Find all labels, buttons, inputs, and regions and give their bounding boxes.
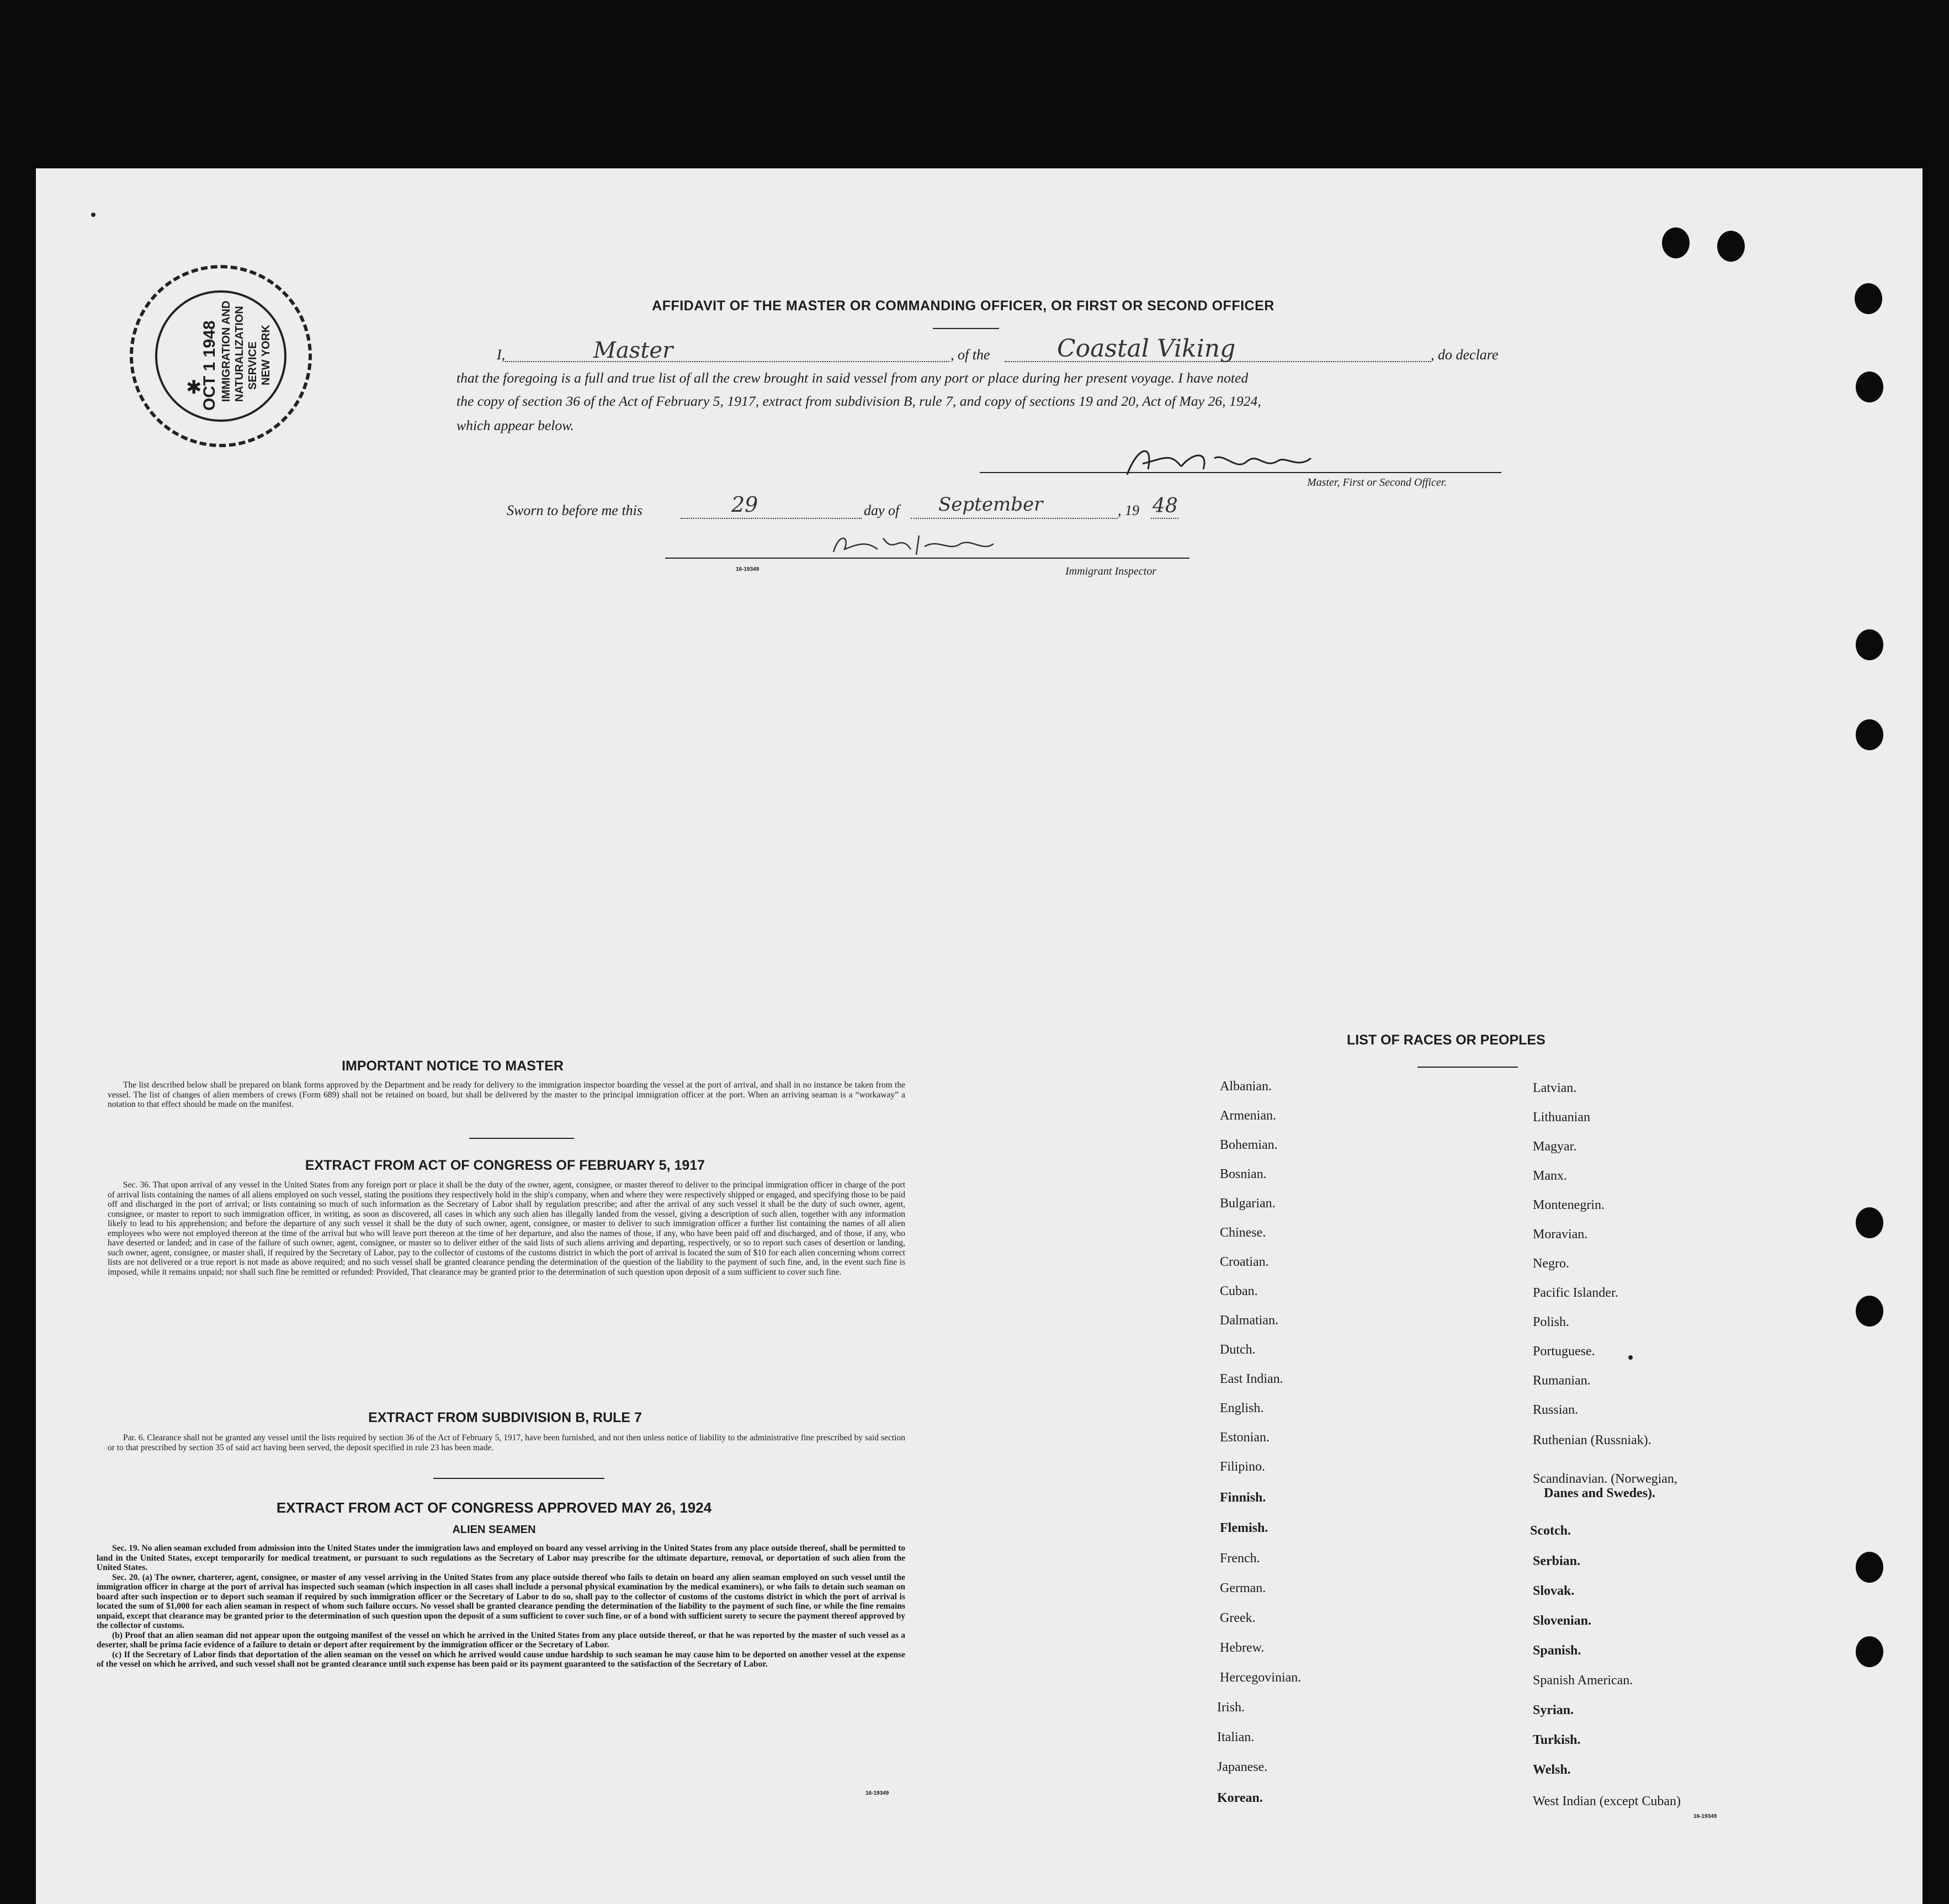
- race-right: Magyar.: [1533, 1139, 1577, 1154]
- signature-line: [980, 472, 1501, 473]
- race-right: Spanish American.: [1533, 1673, 1633, 1688]
- notice-form-number: 16-19349: [865, 1790, 889, 1796]
- race-left: Albanian.: [1220, 1079, 1272, 1094]
- sworn-year-prefix: , 19: [1118, 502, 1139, 518]
- affidavit-body-line2: that the foregoing is a full and true list of all the crew brought in said vessel from any port or place during her present voyage. I have noted: [456, 370, 1249, 386]
- race-left: Korean.: [1217, 1791, 1263, 1805]
- sworn-month-handwritten: September: [938, 494, 1043, 516]
- punch-hole: [1856, 1207, 1883, 1238]
- race-right: Ruthenian (Russniak).: [1533, 1433, 1651, 1447]
- immigration-stamp: [130, 265, 312, 447]
- sworn-year-handwritten: 48: [1153, 495, 1178, 517]
- punch-hole: [1856, 719, 1883, 750]
- race-left: Bosnian.: [1220, 1167, 1267, 1181]
- race-right: Lithuanian: [1533, 1110, 1590, 1125]
- race-right: Russian.: [1533, 1403, 1579, 1417]
- notice-text: The list described below shall be prepared on blank forms approved by the Department and be ready for delivery to the immigration inspector boarding the vessel at the port of arrival, and shall in no instance be taken from the vessel. The list of changes of alien members of crews (Form 689) shall not be retained on board, but shall be delivered by the master to the principal immigration officer at the port. When an arriving seaman is a “workaway” a notation to that effect should be made on the manifest.: [108, 1080, 905, 1109]
- officer-rank-handwritten: Master: [593, 338, 673, 363]
- races-underline: [1417, 1067, 1518, 1068]
- sec20c-text: (c) If the Secretary of Labor finds that deportation of the alien seaman on the vessel on which he arrived would cause undue hardship to such seaman he may cause him to be deported on another vessel at the expense of the vessel on which he arrived, and such vessel shall not be granted clearance until such expense has been paid or its payment guaranteed to the satisfaction of the Secretary of Labor.: [97, 1650, 905, 1669]
- race-right: Welsh.: [1533, 1763, 1571, 1777]
- race-right: Slovenian.: [1533, 1614, 1592, 1628]
- sec20b-text: (b) Proof that an alien seaman did not appear upon the outgoing manifest of the vessel on which he arrived in the United States from any place outside thereof, or that he was reported by the master of such vessel as a deserter, shall be prima facie evidence of a failure to detain or deport after requirement by the immigration officer or the Secretary of Labor.: [97, 1630, 905, 1650]
- extract2-text: Par. 6. Clearance shall not be granted any vessel until the lists required by section 36 of the Act of February 5, 1917, have been furnished, and not then unless notice of liability to the administrative fine prescribed by said section or to that prescribed by section 35 of said act having been served, the deposit specified in rule 23 has been made.: [108, 1433, 905, 1452]
- right-edge-shadow: [1923, 168, 1949, 1904]
- stamp-line2: NATURALIZATION: [233, 306, 246, 402]
- inspector-signature: [828, 527, 1016, 560]
- affidavit-title: AFFIDAVIT OF THE MASTER OR COMMANDING OFFICER, OR FIRST OR SECOND OFFICER: [652, 298, 1274, 314]
- stamp-line3: SERVICE: [247, 341, 259, 390]
- stamp-date: OCT 1 1948: [200, 320, 219, 411]
- race-right: Scotch.: [1530, 1524, 1571, 1538]
- race-left: Finnish.: [1220, 1491, 1266, 1505]
- extract3-title: EXTRACT FROM ACT OF CONGRESS APPROVED MAY 26, 1924: [276, 1499, 712, 1516]
- race-right: Pacific Islander.: [1533, 1286, 1618, 1300]
- sec19-text: Sec. 19. No alien seaman excluded from admission into the United States under the immigration laws and employed on board any vessel arriving in the United States from any place outside thereof, shall be permitted to land in the United States, except temporarily for medical treatment, or pursuant to such regulations as the Secretary of Labor may prescribe for the ultimate departure, removal, or deportation of such alien from the United States.: [97, 1544, 905, 1572]
- races-form-number: 16-19349: [1693, 1813, 1717, 1820]
- extract3-text: [97, 1544, 905, 1669]
- stamp-line1: IMMIGRATION AND: [220, 300, 232, 402]
- sworn-month-line: [911, 518, 1118, 519]
- vessel-name-handwritten: Coastal Viking: [1057, 335, 1236, 363]
- race-left: Croatian.: [1220, 1255, 1269, 1269]
- punch-hole: [1856, 1296, 1883, 1327]
- sworn-day-line: [681, 518, 862, 519]
- inspector-caption: Immigrant Inspector: [1065, 565, 1156, 577]
- race-left: Dalmatian.: [1220, 1313, 1278, 1328]
- race-left: Japanese.: [1217, 1760, 1268, 1774]
- extract3-subtitle: ALIEN SEAMEN: [452, 1524, 536, 1536]
- affidavit-of-the: , of the: [950, 347, 990, 363]
- race-left: Hercegovinian.: [1220, 1670, 1302, 1685]
- race-left: Chinese.: [1220, 1226, 1266, 1240]
- master-signature: [1120, 436, 1408, 480]
- extract2-title: EXTRACT FROM SUBDIVISION B, RULE 7: [368, 1410, 642, 1425]
- race-left: Filipino.: [1220, 1460, 1266, 1474]
- extract1-text: Sec. 36. That upon arrival of any vessel in the United States from any foreign port or place it shall be the duty of the owner, agent, consignee, or master thereof to deliver to the principal immigration officer in charge of the port of arrival lists containing the names of all aliens employed on such vessel, stating the positions they respectively hold in the ship's company, when and where they were respectively shipped or engaged, and specifying those to be paid off and discharged in the port of arrival; or lists containing so much of such information as the Secretary of Labor shall by regulation prescribe; and after the arrival of any such vessel it shall be the duty of such owner, agent, consignee, or master to report to such immigration officer, in writing, as soon as discovered, all cases in which any such alien has illegally landed from the vessel, giving a description of such alien, together with any information likely to lead to his apprehension; and before the departure of any such vessel it shall be the duty of such owner, agent, consignee, or master to deliver to such immigration officer a further list containing the names of all alien employees who were not employed thereon at the time of the arrival but who will leave port thereon at the time of her departure, and also the names of those, if any, who have been paid off and discharged, and of those, if any, who have deserted or landed; and in case of the failure of such owner, agent, consignee, or master so to deliver either of the said lists of such aliens arriving and departing, respectively, or so to report such cases of desertion or landing, such owner, agent, consignee, or master shall, if required by the Secretary of Labor, pay to the collector of customs of the customs district in which the port of arrival is located the sum of $10 for each alien concerning whom correct lists are not delivered or a true report is not made as above required; and no such vessel shall be granted clearance pending the determination of the question of the liability to the payment of such fine, and, in the event such fine is imposed, while it remains unpaid; nor shall such fine be remitted or refunded: Provided, That clearance may be granted prior to the determination of such question upon deposit of a sum sufficient to cover such fine.: [108, 1180, 905, 1277]
- races-title: LIST OF RACES OR PEOPLES: [1347, 1032, 1546, 1048]
- inspector-line: [665, 558, 1189, 559]
- punch-hole: [1662, 227, 1690, 258]
- race-left: English.: [1220, 1401, 1264, 1415]
- race-right: Latvian.: [1533, 1081, 1577, 1095]
- race-left: Irish.: [1217, 1700, 1245, 1715]
- race-left: Dutch.: [1220, 1343, 1256, 1357]
- race-right: Montenegrin.: [1533, 1198, 1605, 1212]
- race-left: Italian.: [1217, 1730, 1255, 1744]
- sec20a-text: Sec. 20. (a) The owner, charterer, agent, consignee, or master of any vessel arriving in the United States from any place outside thereof who fails to detain on board any alien seaman employed on such vessel until the immigration officer in charge at the port of arrival has inspected such seaman (which inspection in all cases shall include a personal physical examination by the medical examiners), or who fails to detain such seaman on board after such inspection or to deport such seaman if required by such immigration officer or the Secretary of Labor to do so, shall pay to the collector of customs of the customs district in which the port of arrival is located the sum of $1,000 for each alien seaman in respect of whom such failure occurs. No vessel shall be granted clearance pending the determination of the liability to the payment of such fine, or while the fine remains unpaid, except that clearance may be granted prior to the determination of such question upon the deposit of a sum sufficient to cover such fine, or of a bond with sufficient surety to secure the payment thereof approved by the collector of customs.: [97, 1572, 905, 1630]
- extract1-title: EXTRACT FROM ACT OF CONGRESS OF FEBRUARY 5, 1917: [305, 1158, 705, 1173]
- race-right: Negro.: [1533, 1256, 1569, 1271]
- sworn-prefix: Sworn to before me this: [507, 502, 643, 518]
- affidavit-form-number: 16-19349: [736, 566, 760, 572]
- race-left: Estonian.: [1220, 1430, 1270, 1445]
- speck: [1628, 1355, 1633, 1360]
- notice-title: IMPORTANT NOTICE TO MASTER: [342, 1058, 564, 1074]
- star-icon: ✱: [186, 378, 202, 398]
- sworn-day-handwritten: 29: [731, 492, 758, 517]
- race-right: Moravian.: [1533, 1227, 1588, 1242]
- race-left: Hebrew.: [1220, 1641, 1265, 1655]
- race-left: Cuban.: [1220, 1284, 1258, 1298]
- race-right: West Indian (except Cuban): [1533, 1794, 1681, 1808]
- race-right: Scandinavian. (Norwegian,: [1533, 1472, 1677, 1486]
- race-left: Flemish.: [1220, 1521, 1268, 1535]
- notice-divider: [469, 1138, 574, 1139]
- race-right: Spanish.: [1533, 1643, 1581, 1658]
- affidavit-body-line4: which appear below.: [456, 417, 574, 433]
- speck: [91, 213, 95, 217]
- stamp-line4: NEW YORK: [260, 325, 272, 385]
- race-left: French.: [1220, 1551, 1260, 1566]
- extract2-divider: [433, 1478, 604, 1479]
- sworn-day-of: day of: [864, 502, 900, 518]
- punch-hole: [1856, 1636, 1883, 1667]
- race-right: Rumanian.: [1533, 1373, 1591, 1388]
- race-right: Danes and Swedes).: [1544, 1486, 1656, 1500]
- race-left: Armenian.: [1220, 1109, 1276, 1123]
- race-right: Polish.: [1533, 1315, 1570, 1329]
- punch-hole: [1717, 231, 1745, 262]
- rank-line: [505, 361, 949, 362]
- punch-hole: [1856, 1552, 1883, 1583]
- affidavit-declare: , do declare: [1431, 347, 1499, 363]
- race-left: Bulgarian.: [1220, 1196, 1276, 1211]
- race-left: German.: [1220, 1581, 1266, 1595]
- race-right: Slovak.: [1533, 1584, 1575, 1598]
- affidavit-body-line3: the copy of section 36 of the Act of February 5, 1917, extract from subdivision B, rule 7, and copy of sections 19 and 20, Act of May 26, 1924,: [456, 393, 1261, 409]
- race-left: East Indian.: [1220, 1372, 1283, 1386]
- race-right: Serbian.: [1533, 1554, 1581, 1568]
- signature-caption: Master, First or Second Officer.: [1307, 476, 1447, 489]
- race-left: Bohemian.: [1220, 1138, 1278, 1152]
- punch-hole: [1856, 372, 1883, 402]
- sworn-year-line: [1151, 518, 1178, 519]
- race-right: Manx.: [1533, 1169, 1567, 1183]
- race-right: Turkish.: [1533, 1733, 1581, 1747]
- race-left: Greek.: [1220, 1611, 1256, 1625]
- punch-hole: [1856, 629, 1883, 660]
- title-underline: [933, 328, 999, 329]
- race-right: Portuguese.: [1533, 1344, 1595, 1359]
- race-right: Syrian.: [1533, 1703, 1574, 1717]
- punch-hole: [1855, 283, 1882, 314]
- affidavit-prefix: I,: [497, 347, 506, 363]
